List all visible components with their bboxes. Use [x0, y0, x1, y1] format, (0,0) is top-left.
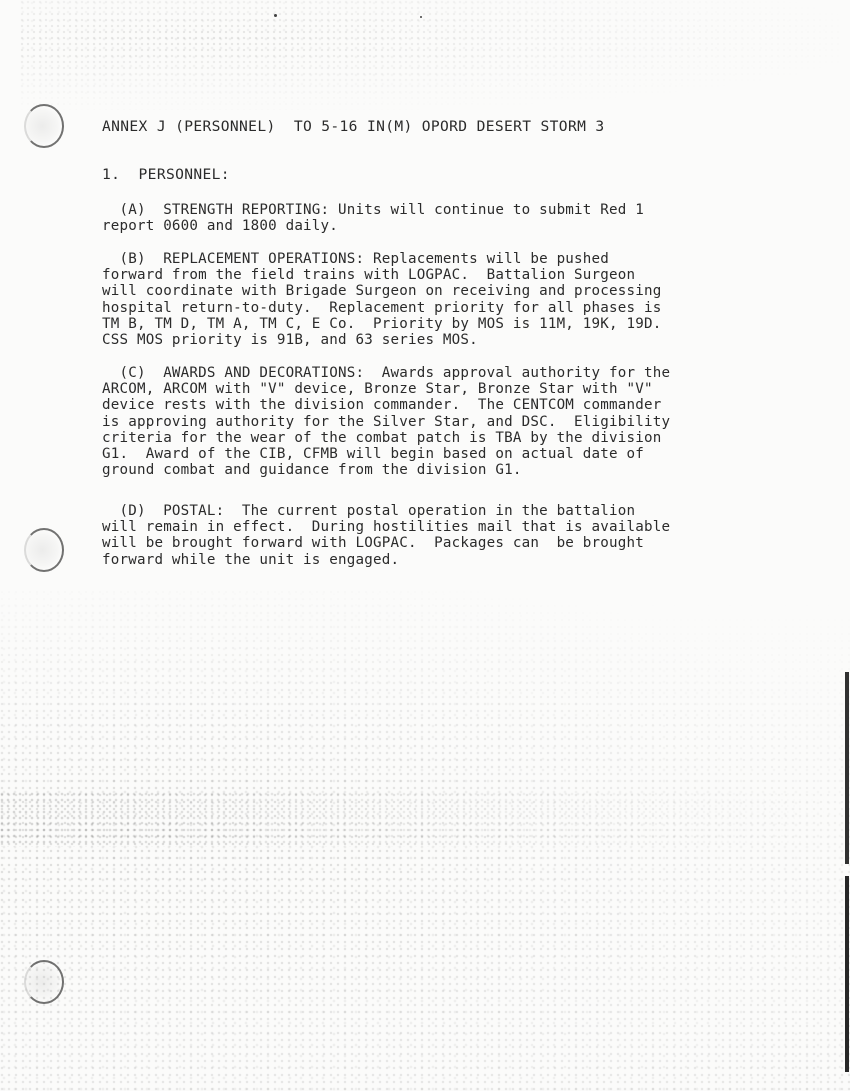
paragraph-line: forward while the unit is engaged.	[102, 551, 400, 568]
paragraph-line: will remain in effect. During hostilities mail that is available	[102, 519, 671, 536]
paragraph-line: device rests with the division commander. The CENTCOM commander	[102, 397, 662, 414]
paragraph-line: hospital return-to-duty. Replacement priority for all phases is	[102, 299, 662, 316]
paragraph-line: ground combat and guidance from the division G1.	[102, 462, 522, 479]
paragraph-line: forward from the field trains with LOGPAC. Battalion Surgeon	[102, 267, 636, 284]
paragraph-line: criteria for the wear of the combat patch is TBA by the division	[102, 429, 662, 446]
paragraph-line: report 0600 and 1800 daily.	[102, 218, 339, 235]
annex-heading: ANNEX J (PERSONNEL) TO 5-16 IN(M) OPORD DESERT STORM 3	[102, 118, 605, 135]
paragraph-line: ARCOM, ARCOM with "V" device, Bronze Star, Bronze Star with "V"	[102, 381, 653, 398]
paragraph-line: will coordinate with Brigade Surgeon on receiving and processing	[102, 283, 662, 300]
paragraph-line: (A) STRENGTH REPORTING: Units will continue to submit Red 1	[102, 202, 644, 218]
paragraph-line: (C) AWARDS AND DECORATIONS: Awards approval authority for the	[102, 365, 671, 381]
paragraph-line: G1. Award of the CIB, CFMB will begin based on actual date of	[102, 446, 644, 462]
paragraph-line: (B) REPLACEMENT OPERATIONS: Replacements will be pushed	[102, 251, 610, 267]
paragraph-line: CSS MOS priority is 91B, and 63 series MOS.	[102, 332, 478, 348]
paragraph-line: (D) POSTAL: The current postal operation in the battalion	[102, 503, 636, 519]
paragraph-line: will be brought forward with LOGPAC. Packages can be brought	[102, 535, 644, 552]
paragraph-line: TM B, TM D, TM A, TM C, E Co. Priority by MOS is 11M, 19K, 19D.	[102, 315, 662, 332]
paragraph-line: is approving authority for the Silver Star, and DSC. Eligibility	[102, 413, 671, 430]
section-title: 1. PERSONNEL:	[102, 166, 230, 183]
